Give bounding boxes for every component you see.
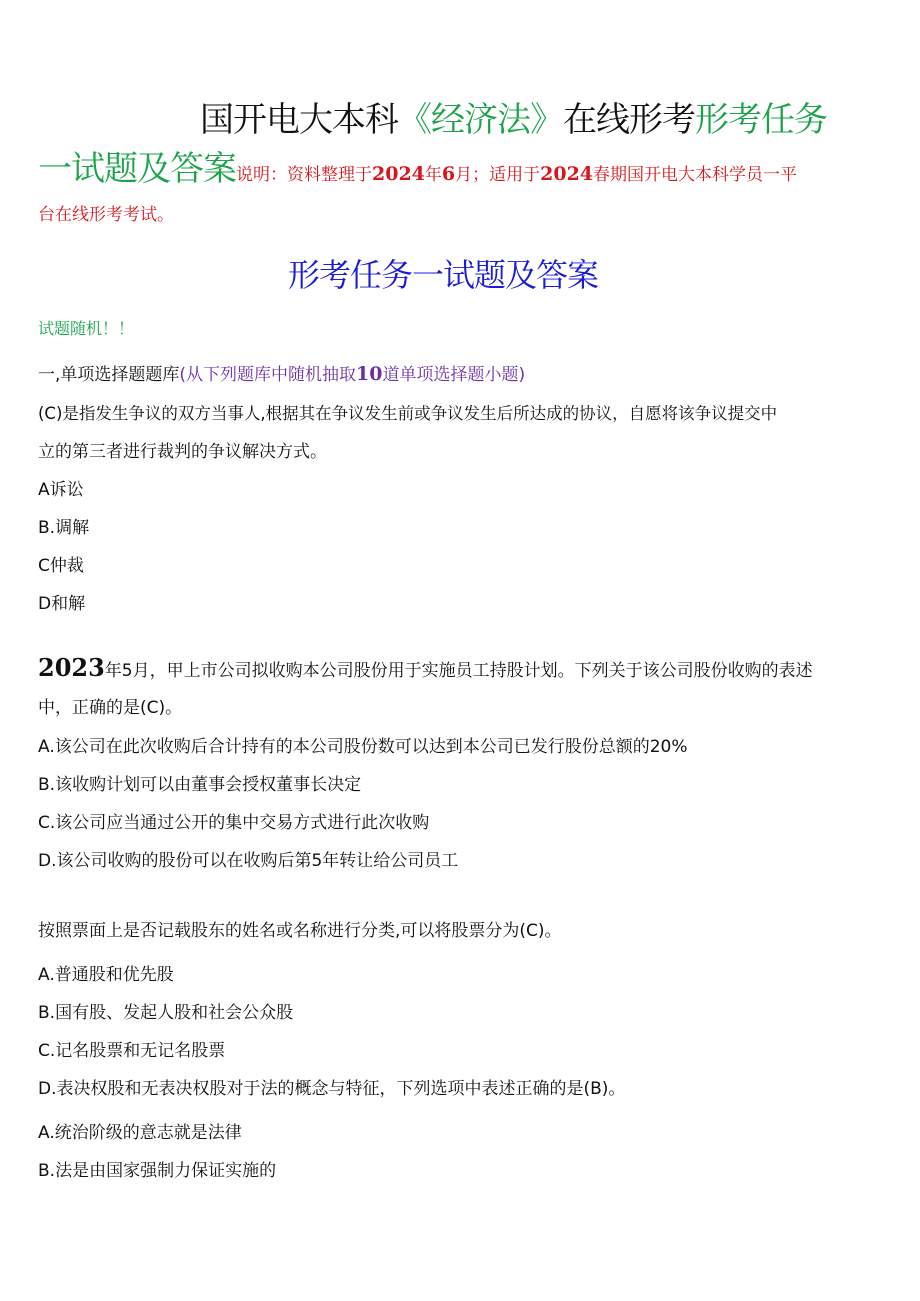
q4-option-b: B.法是由国家强制力保证实施的 <box>38 1161 277 1181</box>
doc-title-line-2 <box>38 141 797 190</box>
section-1-desc-a: (从下列题库中随机抽取 <box>179 365 357 385</box>
q3-option-b: B.国有股、发起人股和社会公众股 <box>38 1003 294 1023</box>
q2-option-a: A.该公司在此次收购后合计持有的本公司股份数可以达到本公司已发行股份总额的20% <box>38 737 688 757</box>
q2-option-c: C.该公司应当通过公开的集中交易方式进行此次收购 <box>38 813 430 833</box>
title-part-online: 在线形考 <box>563 100 695 140</box>
q1-option-c: C仲裁 <box>38 556 84 576</box>
q2-year: 2023 <box>38 653 105 682</box>
note-year: 2024 <box>372 163 425 185</box>
q2-text-line-1 <box>38 653 813 682</box>
section-1-label: 一,单项选择题题库 <box>38 365 180 385</box>
q2-option-d: D.该公司收购的股份可以在收购后第5年转让给公司员工 <box>38 851 459 871</box>
q1-option-b: B.调解 <box>38 518 90 538</box>
doc-title-line-1 <box>200 92 827 141</box>
q3-option-d: D.表决权股和无表决权股对于法的概念与特征，下列选项中表述正确的是(B)。 <box>38 1079 626 1099</box>
note-part-2: 年 <box>424 165 442 185</box>
random-note: 试题随机！！ <box>38 319 135 338</box>
q2-option-b: B.该收购计划可以由董事会授权董事长决定 <box>38 775 362 795</box>
section-1-heading <box>38 360 525 385</box>
q3-option-c: C.记名股票和无记名股票 <box>38 1041 226 1061</box>
section-1-desc-b: 道单项选择题小题) <box>382 365 526 385</box>
q1-text-line-1: (C)是指发生争议的双方当事人,根据其在争议发生前或争议发生后所达成的协议，自愿将该争议提交中 <box>38 404 778 423</box>
q4-option-a: A.统治阶级的意志就是法律 <box>38 1123 242 1143</box>
q1-option-a: A诉讼 <box>38 480 84 500</box>
note-part-4: 春期国开电大本科学员一平 <box>593 165 798 185</box>
title-part-school: 国开电大本科 <box>200 100 398 140</box>
note-part-3: 月；适用于 <box>455 165 541 185</box>
q2-text-rest: 年5月，甲上市公司拟收购本公司股份用于实施员工持股计划。下列关于该公司股份收购的表述 <box>104 661 813 681</box>
note-year-2: 2024 <box>540 163 594 185</box>
note-part-1: 说明：资料整理于 <box>236 165 372 185</box>
title-part-task: 形考任务 <box>695 100 827 140</box>
note-month: 6 <box>441 163 456 185</box>
q3-text-line-1: 按照票面上是否记载股东的姓名或名称进行分类,可以将股票分为(C)。 <box>38 921 562 941</box>
q3-option-a: A.普通股和优先股 <box>38 965 174 985</box>
title-part-course: 《经济法》 <box>398 100 563 140</box>
q1-text-line-2: 立的第三者进行裁判的争议解决方式。 <box>38 442 327 462</box>
section-title: 形考任务一试题及答案 <box>288 256 599 294</box>
note-part-5: 台在线形考考试。 <box>38 205 174 225</box>
section-1-desc-num: 10 <box>356 363 383 385</box>
title-part-answers: 一试题及答案 <box>38 149 236 189</box>
q1-option-d: D和解 <box>38 594 86 614</box>
q2-text-line-2: 中，正确的是(C)。 <box>38 698 183 718</box>
